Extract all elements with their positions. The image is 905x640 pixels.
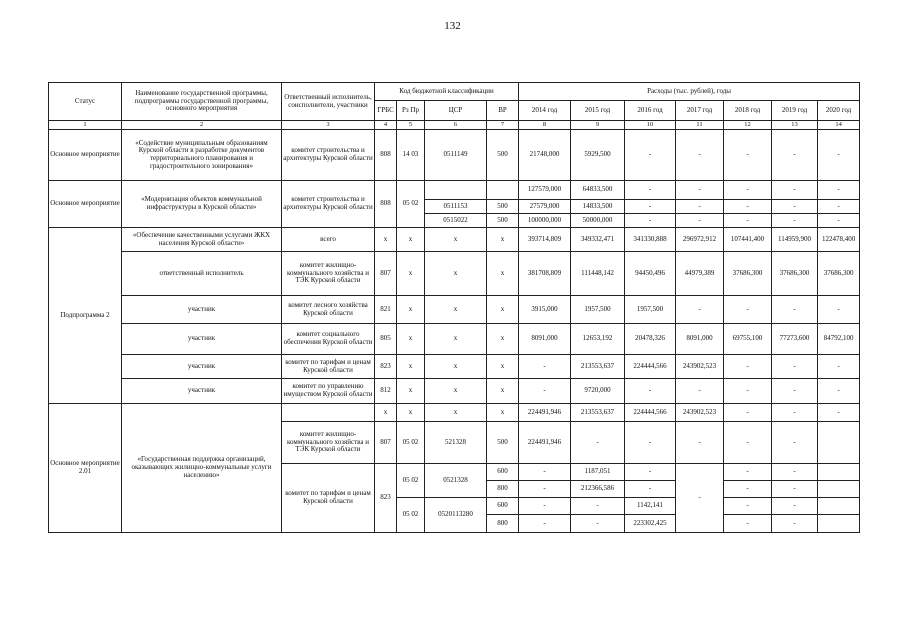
value-cell: - bbox=[818, 214, 860, 228]
rzpr-cell: х bbox=[397, 252, 425, 296]
vr-cell: х bbox=[487, 379, 519, 404]
header-year: 2017 год bbox=[676, 101, 724, 121]
name-cell: «Модернизация объектов коммунальной инфраструктуры в Курской области» bbox=[122, 181, 282, 228]
grbs-cell: 821 bbox=[375, 296, 397, 324]
header-expenses: Расходы (тыс. рублей), годы bbox=[519, 83, 860, 101]
value-cell: 1187,051 bbox=[571, 464, 625, 481]
value-cell: 114959,900 bbox=[772, 228, 818, 252]
responsible-cell: комитет строительства и архитектуры Курской области bbox=[282, 130, 375, 181]
col-number: 9 bbox=[571, 121, 625, 130]
col-number: 12 bbox=[724, 121, 772, 130]
value-cell: - bbox=[625, 130, 676, 181]
rzpr-cell: х bbox=[397, 355, 425, 379]
vr-cell: х bbox=[487, 228, 519, 252]
vr-cell: 600 bbox=[487, 464, 519, 481]
value-cell: - bbox=[772, 422, 818, 464]
value-cell: - bbox=[724, 481, 772, 498]
value-cell: - bbox=[772, 355, 818, 379]
grbs-cell: х bbox=[375, 404, 397, 422]
value-cell: 84792,100 bbox=[818, 324, 860, 355]
status-cell: Основное мероприятие bbox=[49, 181, 122, 228]
value-cell: - bbox=[519, 355, 571, 379]
col-number: 13 bbox=[772, 121, 818, 130]
col-number: 5 bbox=[397, 121, 425, 130]
csr-cell: х bbox=[425, 324, 487, 355]
col-number: 7 bbox=[487, 121, 519, 130]
grbs-cell: 808 bbox=[375, 130, 397, 181]
csr-cell bbox=[425, 181, 487, 200]
value-cell: - bbox=[519, 464, 571, 481]
col-number: 10 bbox=[625, 121, 676, 130]
value-cell: - bbox=[724, 181, 772, 200]
value-cell: 77273,600 bbox=[772, 324, 818, 355]
table-row bbox=[49, 181, 860, 200]
rzpr-cell: х bbox=[397, 296, 425, 324]
vr-cell: х bbox=[487, 296, 519, 324]
rzpr-cell: 05 02 bbox=[397, 498, 425, 533]
grbs-cell: 823 bbox=[375, 464, 397, 533]
value-cell: - bbox=[519, 515, 571, 533]
value-cell: 224444,566 bbox=[625, 355, 676, 379]
value-cell: 122478,400 bbox=[818, 228, 860, 252]
value-cell: 50000,000 bbox=[571, 214, 625, 228]
value-cell: 213553,637 bbox=[571, 355, 625, 379]
value-cell: 100000,000 bbox=[519, 214, 571, 228]
value-cell: - bbox=[625, 422, 676, 464]
name-cell: «Обеспечение качественными услугами ЖКХ населения Курской области» bbox=[122, 228, 282, 252]
value-cell: 69755,100 bbox=[724, 324, 772, 355]
header-year: 2015 год bbox=[571, 101, 625, 121]
value-cell: - bbox=[625, 464, 676, 481]
value-cell: - bbox=[772, 464, 818, 481]
rzpr-cell: 05 02 bbox=[397, 181, 425, 228]
header-year: 2014 год bbox=[519, 101, 571, 121]
value-cell: - bbox=[772, 181, 818, 200]
col-number: 4 bbox=[375, 121, 397, 130]
value-cell bbox=[818, 498, 860, 515]
header-csr: ЦСР bbox=[425, 101, 487, 121]
value-cell: 243902,523 bbox=[676, 404, 724, 422]
value-cell: - bbox=[818, 200, 860, 214]
vr-cell: 500 bbox=[487, 422, 519, 464]
col-number: 2 bbox=[122, 121, 282, 130]
csr-cell: 0515022 bbox=[425, 214, 487, 228]
value-cell: 224444,566 bbox=[625, 404, 676, 422]
csr-cell: х bbox=[425, 404, 487, 422]
value-cell: - bbox=[724, 422, 772, 464]
value-cell: 111448,142 bbox=[571, 252, 625, 296]
name-cell: участник bbox=[122, 324, 282, 355]
value-cell: 213553,637 bbox=[571, 404, 625, 422]
value-cell: - bbox=[676, 379, 724, 404]
table-row bbox=[49, 324, 860, 355]
responsible-cell bbox=[282, 404, 375, 422]
name-cell: «Государственная поддержка организаций, оказывающих жилищно-коммунальные услуги населению» bbox=[122, 404, 282, 533]
responsible-cell: комитет строительства и архитектуры Курской области bbox=[282, 181, 375, 228]
rzpr-cell: 14 03 bbox=[397, 130, 425, 181]
vr-cell: 500 bbox=[487, 130, 519, 181]
value-cell: - bbox=[625, 200, 676, 214]
value-cell: 393714,809 bbox=[519, 228, 571, 252]
grbs-cell: 823 bbox=[375, 355, 397, 379]
name-cell: участник bbox=[122, 296, 282, 324]
value-cell: 20478,326 bbox=[625, 324, 676, 355]
name-cell: «Содействие муниципальным образованиям Курской области в разработке документов территориального планирования и градостроительного зонирования» bbox=[122, 130, 282, 181]
value-cell: - bbox=[772, 404, 818, 422]
page-number: 132 bbox=[444, 20, 461, 32]
responsible-cell: всего bbox=[282, 228, 375, 252]
grbs-cell: х bbox=[375, 228, 397, 252]
value-cell: - bbox=[625, 181, 676, 200]
value-cell: 224491,946 bbox=[519, 404, 571, 422]
vr-cell: 500 bbox=[487, 214, 519, 228]
csr-cell: 0511153 bbox=[425, 200, 487, 214]
table-row bbox=[49, 228, 860, 252]
value-cell: - bbox=[571, 422, 625, 464]
value-cell: 1142,141 bbox=[625, 498, 676, 515]
csr-cell: х bbox=[425, 228, 487, 252]
csr-cell: х bbox=[425, 379, 487, 404]
value-cell: - bbox=[571, 498, 625, 515]
value-cell: - bbox=[818, 404, 860, 422]
value-cell: 341330,888 bbox=[625, 228, 676, 252]
table-row bbox=[49, 355, 860, 379]
value-cell: 37686,300 bbox=[818, 252, 860, 296]
header-rzpr: Рз Пр bbox=[397, 101, 425, 121]
csr-cell: х bbox=[425, 296, 487, 324]
value-cell: - bbox=[724, 214, 772, 228]
value-cell: - bbox=[772, 296, 818, 324]
header-grbs: ГРБС bbox=[375, 101, 397, 121]
csr-cell: х bbox=[425, 252, 487, 296]
value-cell: - bbox=[724, 130, 772, 181]
status-cell: Основное мероприятие 2.01 bbox=[49, 404, 122, 533]
col-number: 14 bbox=[818, 121, 860, 130]
vr-cell: 800 bbox=[487, 481, 519, 498]
value-cell: 94450,496 bbox=[625, 252, 676, 296]
value-cell bbox=[818, 515, 860, 533]
vr-cell: 600 bbox=[487, 498, 519, 515]
value-cell: 127579,000 bbox=[519, 181, 571, 200]
name-cell: участник bbox=[122, 355, 282, 379]
value-cell: - bbox=[818, 296, 860, 324]
header-vr: ВР bbox=[487, 101, 519, 121]
value-cell: - bbox=[676, 422, 724, 464]
value-cell: - bbox=[818, 355, 860, 379]
rzpr-cell: х bbox=[397, 404, 425, 422]
vr-cell: х bbox=[487, 355, 519, 379]
value-cell: - bbox=[772, 498, 818, 515]
value-cell: 349332,471 bbox=[571, 228, 625, 252]
grbs-cell: 807 bbox=[375, 422, 397, 464]
rzpr-cell: 05 02 bbox=[397, 464, 425, 498]
value-cell: 1957,500 bbox=[571, 296, 625, 324]
value-cell: - bbox=[724, 355, 772, 379]
header-status: Статус bbox=[49, 83, 122, 121]
value-cell: 8091,000 bbox=[676, 324, 724, 355]
value-cell: 381708,809 bbox=[519, 252, 571, 296]
header-budget-code: Код бюджетной классификации bbox=[375, 83, 519, 101]
vr-cell bbox=[487, 181, 519, 200]
grbs-cell: 808 bbox=[375, 181, 397, 228]
value-cell: - bbox=[724, 200, 772, 214]
csr-cell: 0521328 bbox=[425, 464, 487, 498]
vr-cell: х bbox=[487, 324, 519, 355]
value-cell: - bbox=[519, 498, 571, 515]
value-cell: 3915,000 bbox=[519, 296, 571, 324]
name-cell: ответственный исполнитель bbox=[122, 252, 282, 296]
vr-cell: х bbox=[487, 252, 519, 296]
value-cell: 64833,500 bbox=[571, 181, 625, 200]
csr-cell: 0511149 bbox=[425, 130, 487, 181]
value-cell: - bbox=[818, 379, 860, 404]
value-cell bbox=[818, 464, 860, 481]
table-row bbox=[49, 379, 860, 404]
value-cell: - bbox=[676, 130, 724, 181]
header-name: Наименование государственной программы, подпрограммы государственной программы, основного мероприятия bbox=[122, 83, 282, 121]
value-cell: 1957,500 bbox=[625, 296, 676, 324]
value-cell: - bbox=[818, 181, 860, 200]
csr-cell: 0520113280 bbox=[425, 498, 487, 533]
grbs-cell: 812 bbox=[375, 379, 397, 404]
value-cell: - bbox=[519, 379, 571, 404]
value-cell: - bbox=[724, 464, 772, 481]
value-cell: - bbox=[676, 200, 724, 214]
status-cell: Подпрограмма 2 bbox=[49, 228, 122, 404]
header-year: 2019 год bbox=[772, 101, 818, 121]
value-cell: 37686,300 bbox=[772, 252, 818, 296]
value-cell: 107441,400 bbox=[724, 228, 772, 252]
value-cell: 9720,000 bbox=[571, 379, 625, 404]
header-year: 2018 год bbox=[724, 101, 772, 121]
value-cell: - bbox=[676, 296, 724, 324]
value-cell: - bbox=[571, 515, 625, 533]
col-number: 3 bbox=[282, 121, 375, 130]
value-cell: 12653,192 bbox=[571, 324, 625, 355]
value-cell: 8091,000 bbox=[519, 324, 571, 355]
responsible-cell: комитет по тарифам и ценам Курской области bbox=[282, 355, 375, 379]
responsible-cell: комитет по управлению имуществом Курской области bbox=[282, 379, 375, 404]
rzpr-cell: х bbox=[397, 228, 425, 252]
grbs-cell: 807 bbox=[375, 252, 397, 296]
value-cell bbox=[818, 422, 860, 464]
value-cell: - bbox=[772, 515, 818, 533]
table-row bbox=[49, 252, 860, 296]
value-cell: - bbox=[772, 130, 818, 181]
col-number: 1 bbox=[49, 121, 122, 130]
value-cell: 37686,300 bbox=[724, 252, 772, 296]
value-cell: - bbox=[625, 379, 676, 404]
header-year: 2020 год bbox=[818, 101, 860, 121]
responsible-cell: комитет жилищно-коммунального хозяйства и ТЭК Курской области bbox=[282, 252, 375, 296]
vr-cell: 800 bbox=[487, 515, 519, 533]
value-cell: - bbox=[772, 200, 818, 214]
value-cell: 21748,000 bbox=[519, 130, 571, 181]
table-row bbox=[49, 130, 860, 181]
status-cell: Основное мероприятие bbox=[49, 130, 122, 181]
csr-cell: х bbox=[425, 355, 487, 379]
header-responsible: Ответственный исполнитель, соисполнители, участники bbox=[282, 83, 375, 121]
value-cell: 224491,946 bbox=[519, 422, 571, 464]
csr-cell: 521328 bbox=[425, 422, 487, 464]
value-cell: - bbox=[818, 130, 860, 181]
vr-cell: 500 bbox=[487, 200, 519, 214]
value-cell: 27579,000 bbox=[519, 200, 571, 214]
header-year: 2016 год bbox=[625, 101, 676, 121]
value-cell: - bbox=[676, 464, 724, 533]
column-number-row bbox=[49, 121, 860, 130]
value-cell: - bbox=[772, 379, 818, 404]
value-cell: - bbox=[724, 404, 772, 422]
table-row bbox=[49, 404, 860, 422]
table-row bbox=[49, 296, 860, 324]
value-cell: - bbox=[724, 379, 772, 404]
value-cell: - bbox=[676, 214, 724, 228]
value-cell: 44979,389 bbox=[676, 252, 724, 296]
rzpr-cell: х bbox=[397, 379, 425, 404]
name-cell: участник bbox=[122, 379, 282, 404]
header-row bbox=[49, 83, 860, 101]
value-cell: - bbox=[772, 214, 818, 228]
value-cell: - bbox=[724, 515, 772, 533]
value-cell: 243902,523 bbox=[676, 355, 724, 379]
rzpr-cell: х bbox=[397, 324, 425, 355]
value-cell: - bbox=[625, 214, 676, 228]
value-cell: - bbox=[519, 481, 571, 498]
col-number: 8 bbox=[519, 121, 571, 130]
value-cell: 14833,500 bbox=[571, 200, 625, 214]
responsible-cell: комитет жилищно-коммунального хозяйства и ТЭК Курской области bbox=[282, 422, 375, 464]
responsible-cell: комитет по тарифам и ценам Курской области bbox=[282, 464, 375, 533]
value-cell: - bbox=[676, 181, 724, 200]
budget-table bbox=[48, 82, 860, 533]
col-number: 6 bbox=[425, 121, 487, 130]
value-cell bbox=[818, 481, 860, 498]
col-number: 11 bbox=[676, 121, 724, 130]
responsible-cell: комитет лесного хозяйства Курской области bbox=[282, 296, 375, 324]
responsible-cell: комитет социального обеспечения Курской области bbox=[282, 324, 375, 355]
value-cell: - bbox=[625, 481, 676, 498]
value-cell: 212366,586 bbox=[571, 481, 625, 498]
vr-cell: х bbox=[487, 404, 519, 422]
value-cell: 296972,912 bbox=[676, 228, 724, 252]
value-cell: - bbox=[724, 498, 772, 515]
value-cell: - bbox=[772, 481, 818, 498]
grbs-cell: 805 bbox=[375, 324, 397, 355]
value-cell: - bbox=[724, 296, 772, 324]
value-cell: 223302,425 bbox=[625, 515, 676, 533]
rzpr-cell: 05 02 bbox=[397, 422, 425, 464]
value-cell: 5929,500 bbox=[571, 130, 625, 181]
